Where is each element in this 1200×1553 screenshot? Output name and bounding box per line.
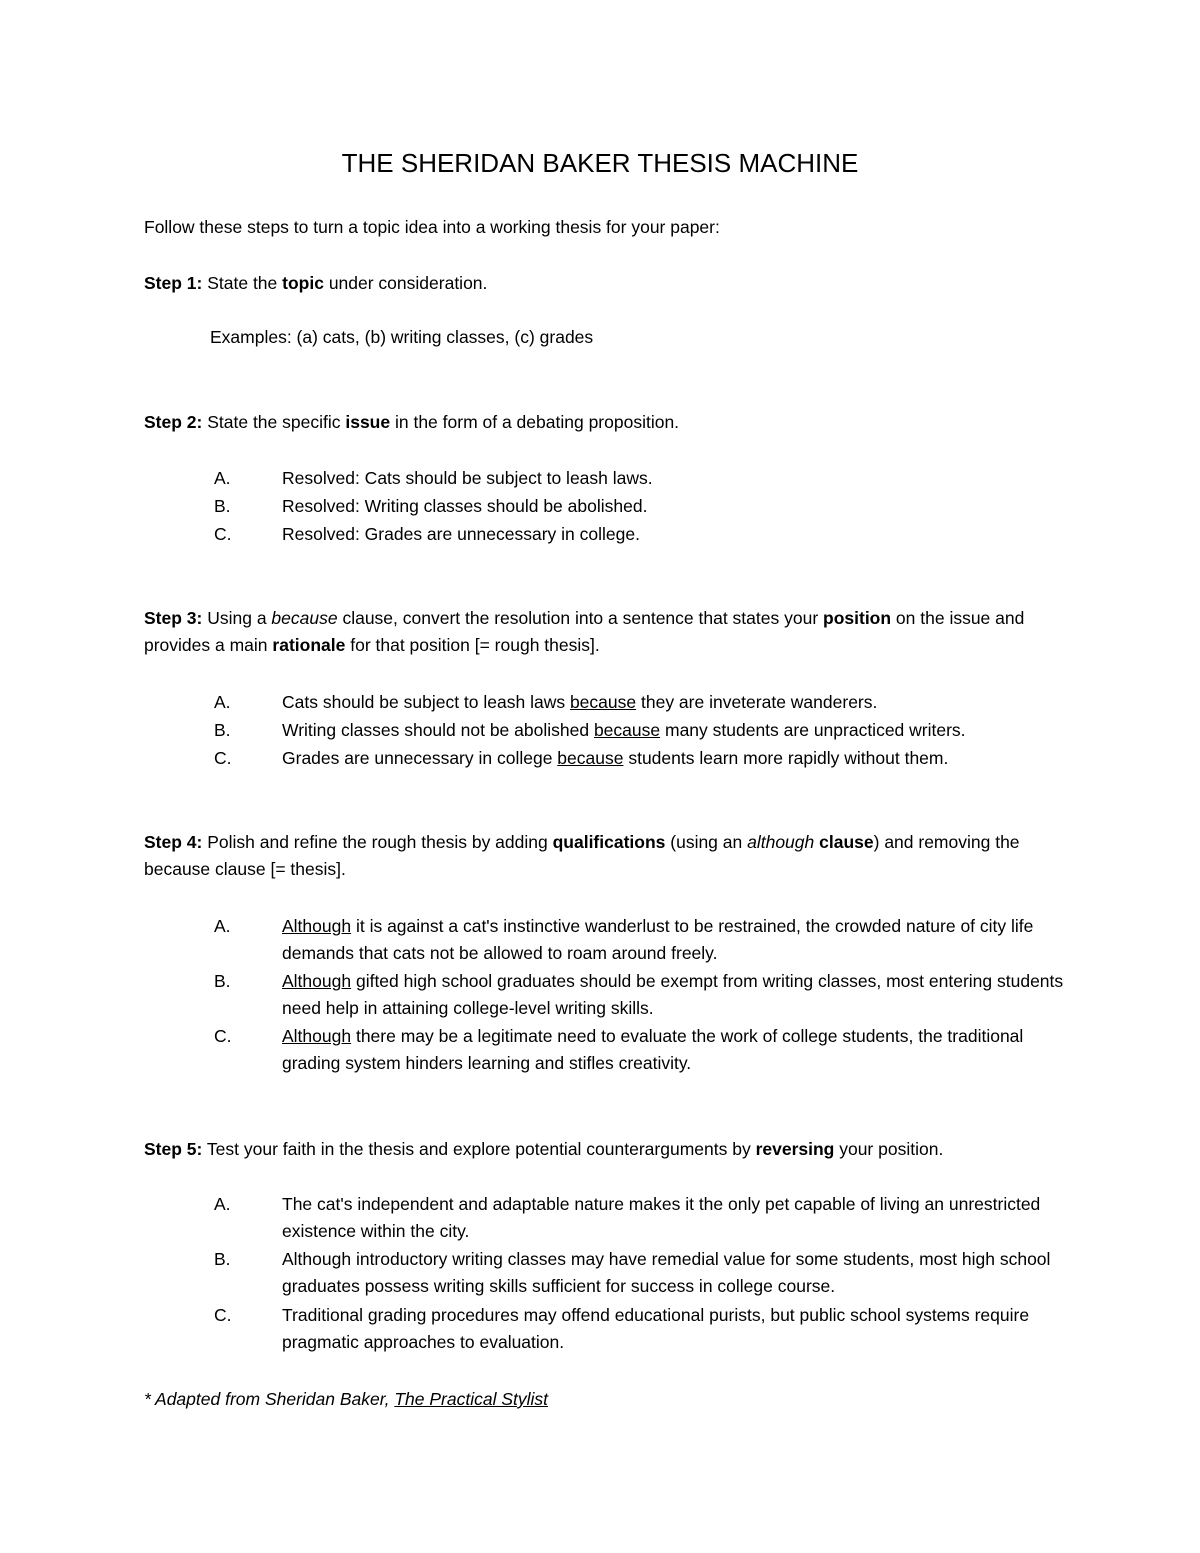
step1-label: Step 1:	[144, 273, 203, 293]
list-letter: C.	[214, 524, 232, 544]
list-letter: B.	[214, 971, 231, 991]
step2-keyword: issue	[345, 412, 391, 432]
list-text-part: many students are unpracticed writers.	[660, 720, 966, 740]
list-text-part: it is against a cat's instinctive wanderlust to be restrained, the crowded nature of city life demands that cats not be allowed to roam around freely.	[282, 916, 1034, 963]
list-text: Although introductory writing classes may have remedial value for some students, most high school graduates possess writing skills sufficient for success in college course.	[282, 1249, 1051, 1296]
list-text-part: Cats should be subject to leash laws	[282, 692, 570, 712]
step4-text: ) and removing the because clause [= thesis].	[144, 832, 1020, 879]
footnote-book-title: The Practical Stylist	[394, 1389, 548, 1409]
list-text	[282, 717, 1072, 744]
step3-italic: because	[271, 608, 338, 628]
list-underlined: because	[593, 720, 661, 740]
list-text-part: there may be a legitimate need to evaluate the work of college students, the traditional grading system hinders learning and stifles creativity.	[282, 1026, 1024, 1073]
list-text	[282, 1023, 1072, 1077]
step1-keyword: topic	[282, 273, 324, 293]
list-letter: B.	[214, 720, 231, 740]
step5-heading	[144, 1136, 1084, 1163]
list-letter: A.	[214, 1194, 231, 1214]
list-text	[282, 968, 1072, 1022]
step5-label: Step 5:	[144, 1139, 203, 1159]
list-text	[282, 913, 1072, 967]
list-text: Resolved: Writing classes should be abolished.	[282, 496, 648, 516]
step3-keyword: rationale	[272, 635, 346, 655]
step3-keyword: position	[823, 608, 892, 628]
step4-keyword: qualifications	[552, 832, 666, 852]
step3-text: Using a	[202, 608, 272, 628]
step4-italic: although	[747, 832, 815, 852]
list-letter: C.	[214, 1305, 232, 1325]
step2-heading	[144, 409, 1084, 436]
step1-heading	[144, 270, 1084, 297]
step3-heading	[144, 605, 1084, 659]
list-letter: C.	[214, 748, 232, 768]
step1-text: under consideration.	[323, 273, 488, 293]
step3-text: on the issue and provides a main	[144, 608, 1025, 655]
list-letter: C.	[214, 1026, 232, 1046]
step4-label: Step 4:	[144, 832, 203, 852]
list-text-part: Writing classes should not be abolished	[282, 720, 594, 740]
step4-text: Polish and refine the rough thesis by adding	[202, 832, 553, 852]
step2-text: State the specific	[202, 412, 346, 432]
list-underlined: because	[557, 748, 624, 768]
list-underlined: Although	[282, 1026, 352, 1046]
step4-text: (using an	[665, 832, 748, 852]
list-text: Resolved: Cats should be subject to leash laws.	[282, 468, 653, 488]
list-letter: A.	[214, 468, 231, 488]
list-letter: B.	[214, 496, 231, 516]
list-text-part: gifted high school graduates should be exempt from writing classes, most entering students need help in attaining college-level writing skills.	[282, 971, 1064, 1018]
list-text-part: they are inveterate wanderers.	[636, 692, 878, 712]
list-text	[282, 689, 1072, 716]
intro-text: Follow these steps to turn a topic idea into a working thesis for your paper:	[144, 217, 720, 237]
step5-text: Test your faith in the thesis and explore potential counterarguments by	[202, 1139, 756, 1159]
list-text-part: students learn more rapidly without them.	[623, 748, 949, 768]
step5-keyword: reversing	[755, 1139, 835, 1159]
step2-label: Step 2:	[144, 412, 203, 432]
step5-text: your position.	[834, 1139, 944, 1159]
list-text: Resolved: Grades are unnecessary in college.	[282, 524, 640, 544]
step1-examples: Examples: (a) cats, (b) writing classes, (c) grades	[210, 327, 594, 347]
list-text-part: Grades are unnecessary in college	[282, 748, 558, 768]
step4-heading	[144, 829, 1084, 883]
list-text: The cat's independent and adaptable nature makes it the only pet capable of living an unrestricted existence within the city.	[282, 1194, 1041, 1241]
list-underlined: Although	[282, 971, 352, 991]
list-letter: A.	[214, 692, 231, 712]
step2-text: in the form of a debating proposition.	[390, 412, 680, 432]
step3-label: Step 3:	[144, 608, 203, 628]
list-underlined: because	[569, 692, 637, 712]
list-text: Traditional grading procedures may offend educational purists, but public school systems require pragmatic approaches to evaluation.	[282, 1305, 1030, 1352]
step3-text: clause, convert the resolution into a sentence that states your	[337, 608, 824, 628]
list-letter: A.	[214, 916, 231, 936]
step1-text: State the	[202, 273, 283, 293]
list-letter: B.	[214, 1249, 231, 1269]
footnote	[144, 1386, 1084, 1413]
footnote-text: * Adapted from Sheridan Baker,	[144, 1389, 395, 1409]
step3-text: for that position [= rough thesis].	[345, 635, 600, 655]
step4-keyword: clause	[814, 832, 874, 852]
list-text	[282, 745, 1072, 772]
page-title: THE SHERIDAN BAKER THESIS MACHINE	[341, 148, 859, 178]
list-underlined: Although	[282, 916, 352, 936]
